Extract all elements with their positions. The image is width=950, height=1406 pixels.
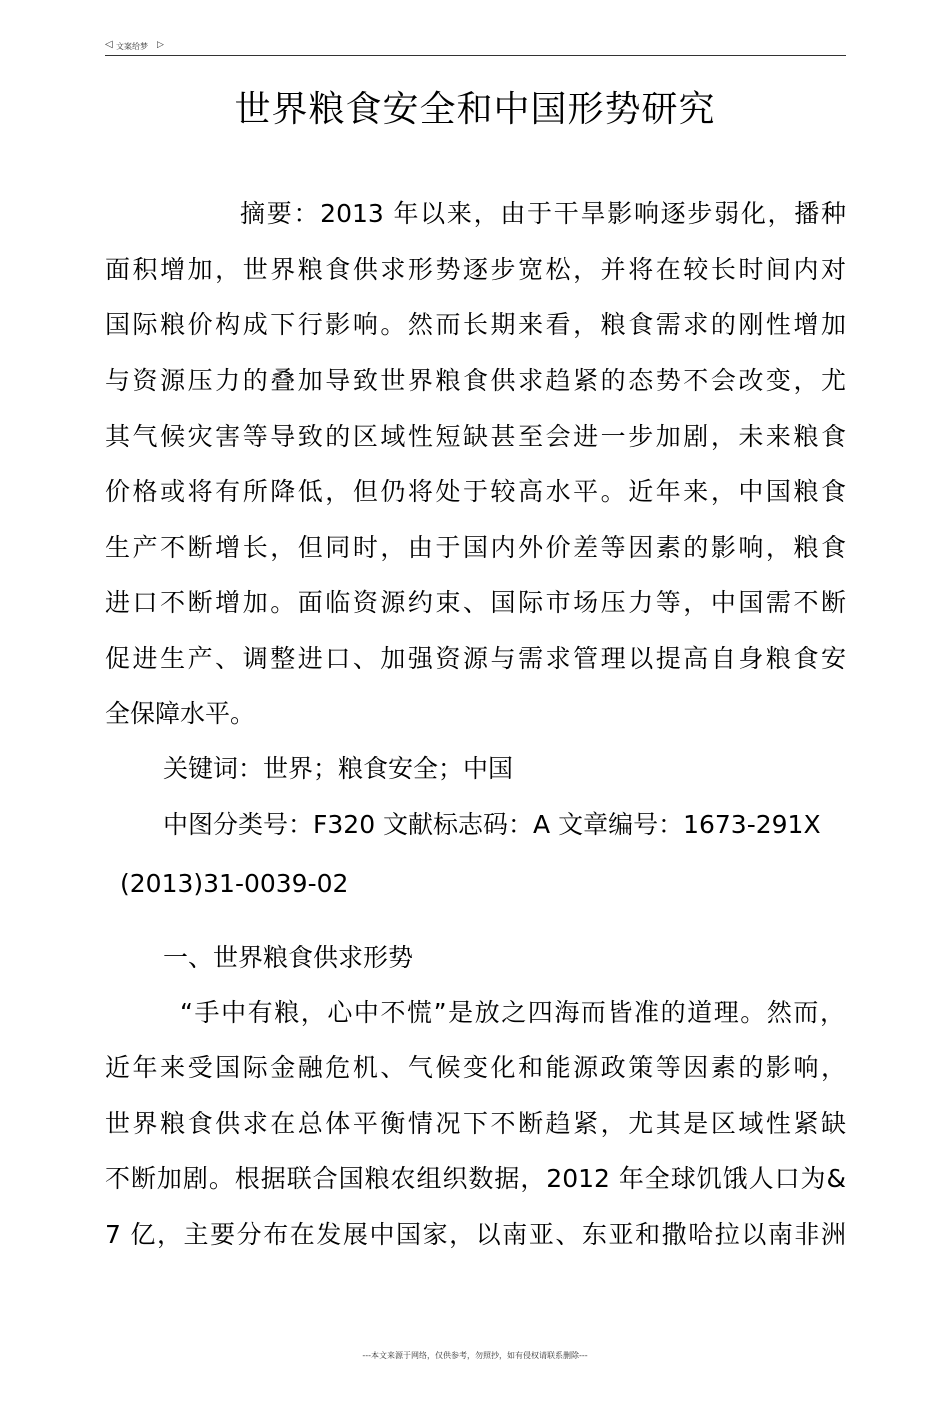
document-title: 世界粮食安全和中国形势研究 — [234, 89, 716, 130]
abstract-line: 价格或将有所降低，但仍将处于较高水平。近年来，中国粮食 — [105, 477, 846, 506]
classification-line-continued: (2013)31-0039-02 — [120, 869, 349, 898]
header-text: 文案给梦 — [116, 42, 148, 51]
keywords: 关键词：世界；粮食安全；中国 — [163, 754, 514, 783]
body-line: 近年来受国际金融危机、气候变化和能源政策等因素的影响， — [105, 1053, 846, 1082]
section-heading: 一、世界粮食供求形势 — [163, 943, 414, 972]
abstract-line: 摘要：2013 年以来，由于干旱影响逐步弱化，播种 — [240, 199, 846, 228]
page-footer: ---本文来源于网络，仅供参考，勿照抄，如有侵权请联系删除--- — [362, 1351, 588, 1360]
body-line: “手中有粮，心中不慌”是放之四海而皆准的道理。然而， — [180, 998, 845, 1027]
abstract-line: 国际粮价构成下行影响。然而长期来看，粮食需求的刚性增加 — [105, 310, 846, 339]
abstract-line: 面积增加，世界粮食供求形势逐步宽松，并将在较长时间内对 — [105, 255, 846, 284]
abstract-line: 促进生产、调整进口、加强资源与需求管理以提高自身粮食安 — [105, 644, 846, 673]
abstract-line: 与资源压力的叠加导致世界粮食供求趋紧的态势不会改变，尤 — [105, 366, 846, 395]
body-line: 7 亿，主要分布在发展中国家，以南亚、东亚和撒哈拉以南非洲 — [105, 1220, 846, 1249]
abstract-line: 其气候灾害等导致的区域性短缺甚至会进一步加剧，未来粮食 — [105, 422, 846, 451]
left-triangle-icon: ◁ — [105, 39, 113, 50]
body-line: 世界粮食供求在总体平衡情况下不断趋紧，尤其是区域性紧缺 — [105, 1109, 846, 1138]
right-triangle-icon: ▷ — [157, 40, 164, 50]
body-line: 不断加剧。根据联合国粮农组织数据，2012 年全球饥饿人口为& — [105, 1164, 846, 1193]
abstract-line: 全保障水平。 — [105, 699, 256, 728]
abstract-line: 进口不断增加。面临资源约束、国际市场压力等，中国需不断 — [105, 588, 846, 617]
page-header — [105, 38, 846, 56]
abstract-line: 生产不断增长，但同时，由于国内外价差等因素的影响，粮食 — [105, 533, 846, 562]
classification-line: 中图分类号：F320 文献标志码：A 文章编号：1673-291X — [163, 810, 821, 839]
